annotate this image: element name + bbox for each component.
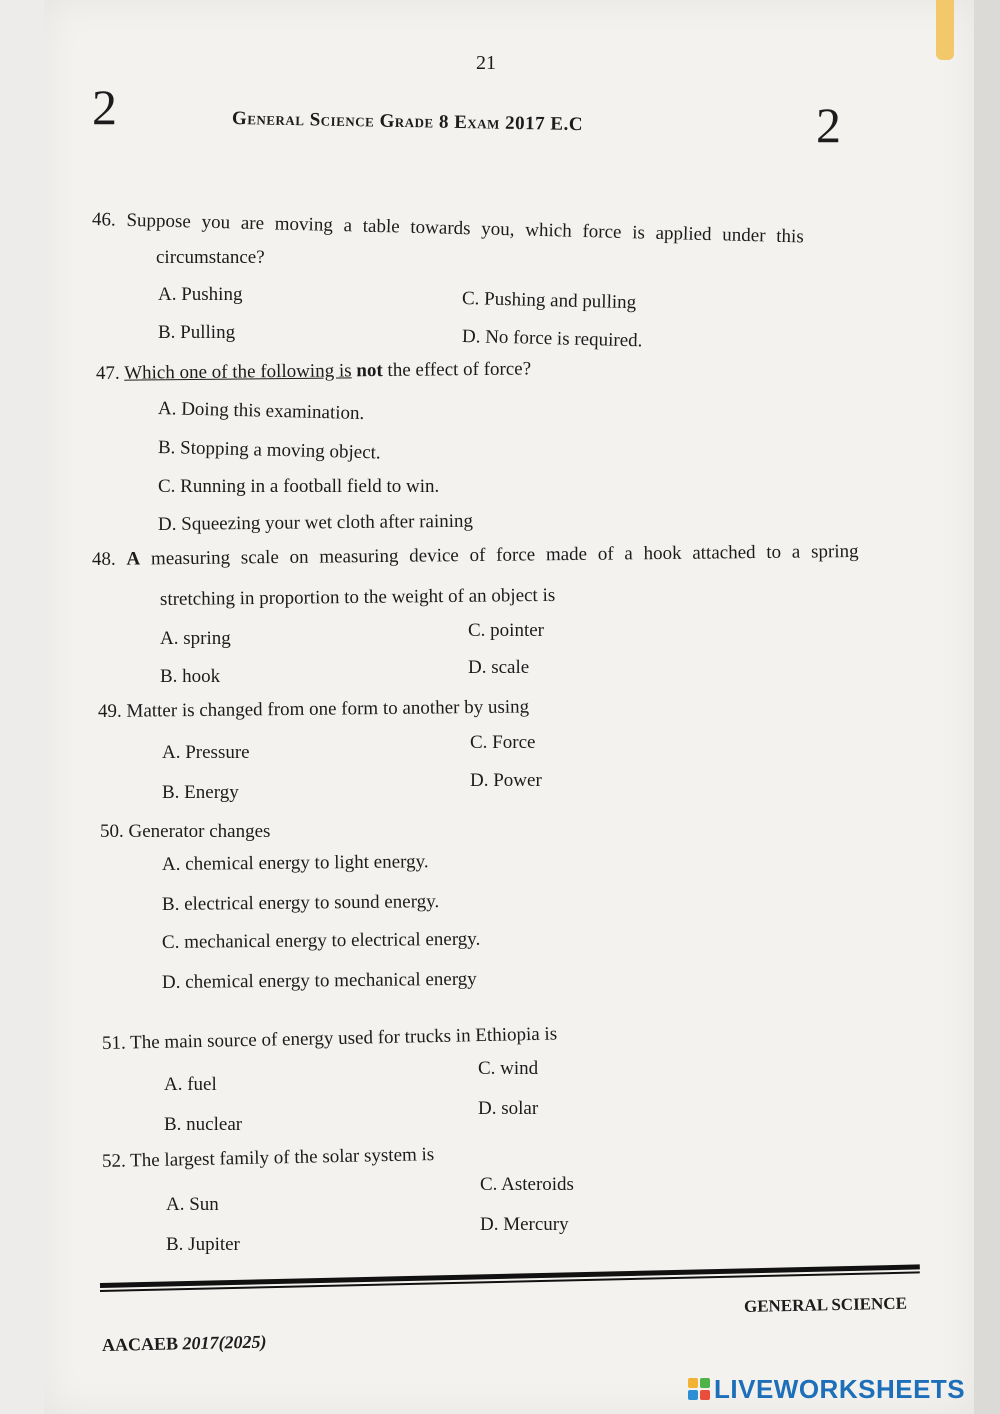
question-number: 48. xyxy=(91,548,116,570)
q46-option-d[interactable]: D. No force is required. xyxy=(461,326,643,352)
q48-option-b[interactable]: B. hook xyxy=(160,666,221,687)
question-number: 47. xyxy=(95,362,120,384)
question-number: 52. xyxy=(101,1150,126,1172)
q50-option-a[interactable]: A. chemical energy to light energy. xyxy=(161,851,429,875)
q49-option-a[interactable]: A. Pressure xyxy=(162,742,250,763)
watermark-text: LIVEWORKSHEETS xyxy=(714,1373,966,1404)
q51-option-d[interactable]: D. solar xyxy=(478,1098,539,1119)
q52-option-c[interactable]: C. Asteroids xyxy=(480,1174,574,1195)
footer-subject: GENERAL SCIENCE xyxy=(743,1293,908,1316)
question-emphasis: not xyxy=(356,359,383,382)
q49-option-d[interactable]: D. Power xyxy=(470,770,542,791)
q52-option-a[interactable]: A. Sun xyxy=(166,1194,219,1215)
q52-option-d[interactable]: D. Mercury xyxy=(480,1214,569,1235)
question-50 xyxy=(100,820,270,844)
question-48-line2: stretching in proportion to the weight of an object is xyxy=(159,584,556,610)
q48-option-d[interactable]: D. scale xyxy=(468,657,530,678)
liveworksheets-logo-icon xyxy=(688,1378,710,1400)
corner-number-left: 2 xyxy=(92,79,117,135)
question-text: Matter is changed from one form to another by using xyxy=(126,696,530,722)
q47-option-b[interactable]: B. Stopping a moving object. xyxy=(157,437,381,464)
exam-header-title: General Science Grade 8 Exam 2017 E.C xyxy=(231,108,584,136)
q51-option-b[interactable]: B. nuclear xyxy=(164,1114,243,1135)
q46-option-c[interactable]: C. Pushing and pulling xyxy=(461,288,637,314)
page-number: 21 xyxy=(476,52,496,74)
q49-option-c[interactable]: C. Force xyxy=(470,732,536,753)
q47-option-c[interactable]: C. Running in a football field to win. xyxy=(158,476,440,497)
corner-number-right: 2 xyxy=(816,97,841,153)
question-text: Suppose you are moving a table towards you, which force is applied under this xyxy=(126,209,804,248)
q52-option-b[interactable]: B. Jupiter xyxy=(166,1234,240,1255)
q50-option-c[interactable]: C. mechanical energy to electrical energy. xyxy=(161,928,481,953)
question-emphasis: A xyxy=(126,548,141,570)
footer-publisher xyxy=(102,1332,267,1356)
q48-option-c[interactable]: C. pointer xyxy=(468,620,544,641)
question-number: 49. xyxy=(97,700,122,722)
question-text: Generator changes xyxy=(128,821,271,842)
question-number: 51. xyxy=(101,1032,126,1054)
q46-option-b[interactable]: B. Pulling xyxy=(158,322,236,343)
q51-option-c[interactable]: C. wind xyxy=(478,1058,539,1079)
liveworksheets-watermark xyxy=(688,1374,965,1404)
q51-option-a[interactable]: A. fuel xyxy=(164,1074,217,1095)
question-number: 50. xyxy=(100,821,124,842)
question-text-end: the effect of force? xyxy=(387,358,532,381)
question-49 xyxy=(98,695,529,723)
q50-option-d[interactable]: D. chemical energy to mechanical energy xyxy=(161,968,477,993)
question-46-line2: circumstance? xyxy=(156,247,265,268)
question-text: Which one of the following is xyxy=(124,360,352,384)
q50-option-b[interactable]: B. electrical energy to sound energy. xyxy=(161,891,440,915)
footer-publisher-name: AACAEB xyxy=(101,1333,179,1355)
question-text: The largest family of the solar system is xyxy=(129,1144,435,1172)
footer-year: 2017(2025) xyxy=(182,1331,267,1354)
question-text: measuring scale on measuring device of force made of a hook attached to a spring xyxy=(150,540,859,570)
question-47 xyxy=(96,357,531,385)
scan-edge xyxy=(974,0,1000,1414)
q47-option-d[interactable]: D. Squeezing your wet cloth after raining xyxy=(157,510,474,535)
q49-option-b[interactable]: B. Energy xyxy=(162,782,239,803)
question-text: The main source of energy used for trucks in Ethiopia is xyxy=(129,1023,558,1054)
q47-option-a[interactable]: A. Doing this examination. xyxy=(157,398,365,425)
question-number: 46. xyxy=(91,209,117,231)
corner-tab xyxy=(936,0,954,60)
q46-option-a[interactable]: A. Pushing xyxy=(158,284,243,305)
q48-option-a[interactable]: A. spring xyxy=(160,628,231,649)
